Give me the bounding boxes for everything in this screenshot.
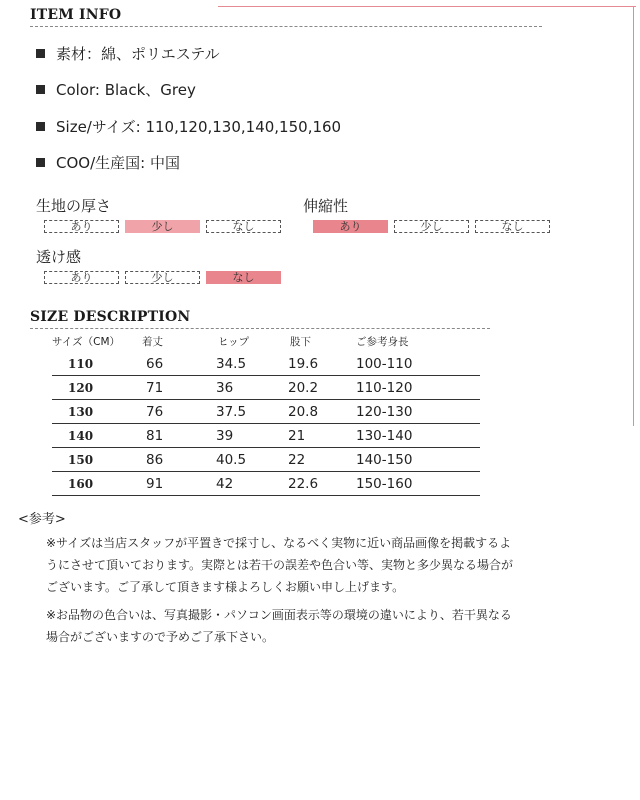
cell-size: 150 xyxy=(68,453,94,467)
table-row xyxy=(52,425,480,448)
header-inseam: 股下 xyxy=(290,336,311,348)
info-text: 素材：綿、ポリエステル xyxy=(56,45,220,63)
table-row xyxy=(52,473,480,496)
cell-size: 130 xyxy=(68,405,94,419)
thickness-option-some-selected: 少し xyxy=(125,220,200,233)
cell-inseam: 19.6 xyxy=(288,356,319,372)
cell-size: 110 xyxy=(68,357,94,371)
decorative-line-right xyxy=(633,6,634,426)
sheerness-label: 透け感 xyxy=(36,248,82,266)
reference-note-color xyxy=(46,604,546,648)
reference-label: <参考> xyxy=(18,512,66,527)
decorative-line-top xyxy=(218,6,636,7)
cell-length: 66 xyxy=(146,356,164,372)
square-bullet-icon xyxy=(36,158,45,167)
info-item-material xyxy=(36,43,220,64)
stretch-option-some: 少し xyxy=(394,220,469,233)
cell-inseam: 20.2 xyxy=(288,380,319,396)
cell-inseam: 20.8 xyxy=(288,404,319,420)
table-row xyxy=(52,449,480,472)
stretch-scale xyxy=(313,220,550,233)
cell-inseam: 22.6 xyxy=(288,476,319,492)
cell-hip: 34.5 xyxy=(216,356,247,372)
cell-inseam: 21 xyxy=(288,428,306,444)
info-text: Color: Black、Grey xyxy=(56,81,196,99)
info-item-coo xyxy=(36,152,180,173)
size-description-title: SIZE DESCRIPTION xyxy=(30,309,191,325)
header-height: ご参考身長 xyxy=(356,336,409,348)
note-line: 場合がございますので予めご了承下さい。 xyxy=(46,630,275,644)
table-row xyxy=(52,377,480,400)
thickness-option-none: なし xyxy=(206,220,281,233)
sheerness-option-none-selected: なし xyxy=(206,271,281,284)
table-row xyxy=(52,401,480,424)
size-table-header xyxy=(46,334,486,352)
square-bullet-icon xyxy=(36,85,45,94)
cell-length: 81 xyxy=(146,428,164,444)
cell-height: 130-140 xyxy=(356,428,413,444)
thickness-scale xyxy=(44,220,281,233)
stretch-option-yes-selected: あり xyxy=(313,220,388,233)
info-text: Size/サイズ: 110,120,130,140,150,160 xyxy=(56,118,342,136)
info-item-color xyxy=(36,79,196,100)
cell-height: 100-110 xyxy=(356,356,413,372)
header-hip: ヒップ xyxy=(218,336,250,348)
cell-length: 91 xyxy=(146,476,164,492)
stretch-option-none: なし xyxy=(475,220,550,233)
square-bullet-icon xyxy=(36,122,45,131)
note-line: ※お品物の色合いは、写真撮影・パソコン画面表示等の環境の違いにより、若干異なる xyxy=(46,608,512,622)
info-item-size xyxy=(36,116,341,137)
cell-height: 110-120 xyxy=(356,380,413,396)
cell-size: 160 xyxy=(68,477,94,491)
cell-length: 71 xyxy=(146,380,164,396)
info-text: COO/生産国: 中国 xyxy=(56,154,180,172)
size-description-rule xyxy=(30,328,490,329)
stretch-label: 伸縮性 xyxy=(303,197,349,215)
cell-inseam: 22 xyxy=(288,452,306,468)
cell-length: 76 xyxy=(146,404,164,420)
item-info-rule xyxy=(30,26,542,27)
sheerness-option-some: 少し xyxy=(125,271,200,284)
cell-hip: 40.5 xyxy=(216,452,247,468)
cell-height: 120-130 xyxy=(356,404,413,420)
cell-size: 120 xyxy=(68,381,94,395)
table-row xyxy=(52,353,480,376)
cell-height: 140-150 xyxy=(356,452,413,468)
cell-hip: 39 xyxy=(216,428,234,444)
note-line: ※サイズは当店スタッフが平置きで採寸し、なるべく実物に近い商品画像を掲載するよ xyxy=(46,536,512,550)
sheerness-scale xyxy=(44,271,281,284)
thickness-option-yes: あり xyxy=(44,220,119,233)
note-line: ございます。ご了承して頂きます様よろしくお願い申し上げます。 xyxy=(46,580,405,594)
cell-size: 140 xyxy=(68,429,94,443)
header-size: サイズ（CM） xyxy=(52,336,121,348)
reference-note-measurement xyxy=(46,532,546,598)
cell-hip: 36 xyxy=(216,380,234,396)
header-length: 着丈 xyxy=(142,336,163,348)
cell-height: 150-160 xyxy=(356,476,413,492)
cell-length: 86 xyxy=(146,452,164,468)
thickness-label: 生地の厚さ xyxy=(36,197,112,215)
square-bullet-icon xyxy=(36,49,45,58)
item-info-title: ITEM INFO xyxy=(30,7,122,23)
cell-hip: 37.5 xyxy=(216,404,247,420)
note-line: うにさせて頂いております。実際とは若干の誤差や色合い等、実物と多少異なる場合が xyxy=(46,558,514,572)
size-table xyxy=(46,334,486,496)
cell-hip: 42 xyxy=(216,476,234,492)
sheerness-option-yes: あり xyxy=(44,271,119,284)
